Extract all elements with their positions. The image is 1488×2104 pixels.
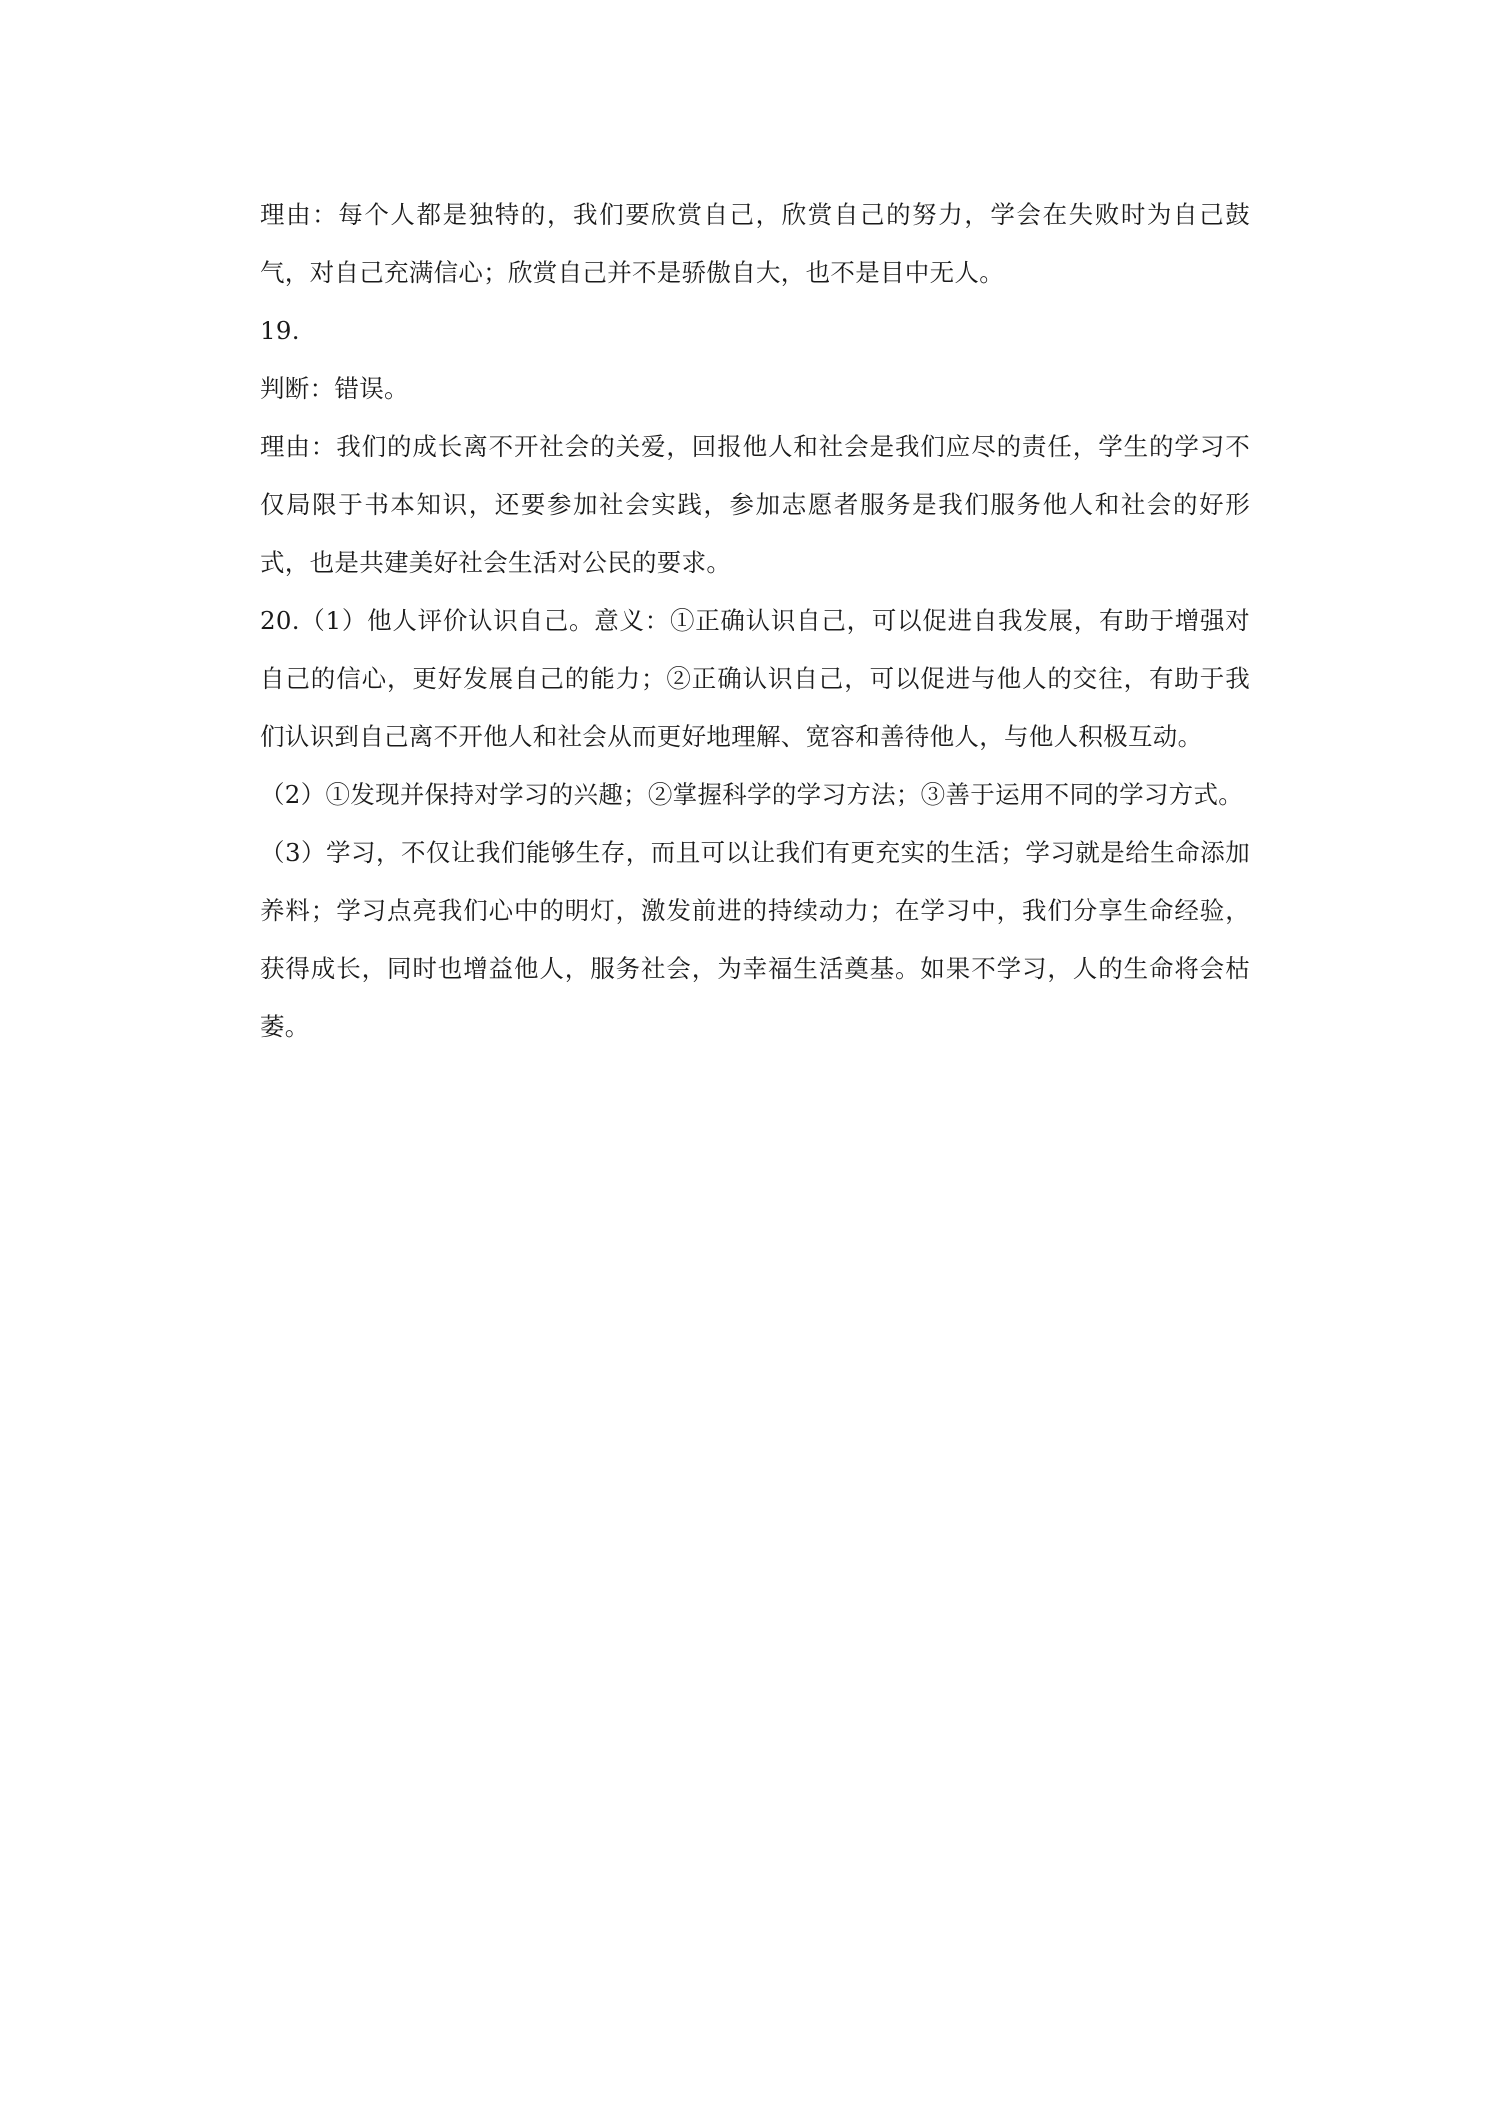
paragraph-answer-20-2: （2）①发现并保持对学习的兴趣；②掌握科学的学习方法；③善于运用不同的学习方式。 (260, 780, 1244, 809)
paragraph-answer-20-3: （3）学习，不仅让我们能够生存，而且可以让我们有更充实的生活；学习就是给生命添加养料；学习点亮我们心中的明灯，激发前进的持续动力；在学习中，我们分享生命经验，获得成长，同时也增益他人，服务社会，为幸福生活奠基。如果不学习，人的生命将会枯萎。 (260, 838, 1250, 1041)
paragraph-answer-20-1: 20.（1）他人评价认识自己。意义：①正确认识自己，可以促进自我发展，有助于增强对自己的信心，更好发展自己的能力；②正确认识自己，可以促进与他人的交往，有助于我们认识到自己离不开他人和社会从而更好地理解、宽容和善待他人，与他人积极互动。 (260, 606, 1250, 751)
paragraph-judgment-19: 判断：错误。 (260, 374, 409, 403)
paragraph-reason-19: 理由：我们的成长离不开社会的关爱，回报他人和社会是我们应尽的责任，学生的学习不仅局限于书本知识，还要参加社会实践，参加志愿者服务是我们服务他人和社会的好形式，也是共建美好社会生活对公民的要求。 (260, 432, 1250, 577)
answer-content (260, 186, 1250, 1056)
paragraph-reason-18: 理由：每个人都是独特的，我们要欣赏自己，欣赏自己的努力，学会在失败时为自己鼓气，对自己充满信心；欣赏自己并不是骄傲自大，也不是目中无人。 (260, 200, 1250, 287)
question-number-19: 19. (260, 316, 300, 345)
